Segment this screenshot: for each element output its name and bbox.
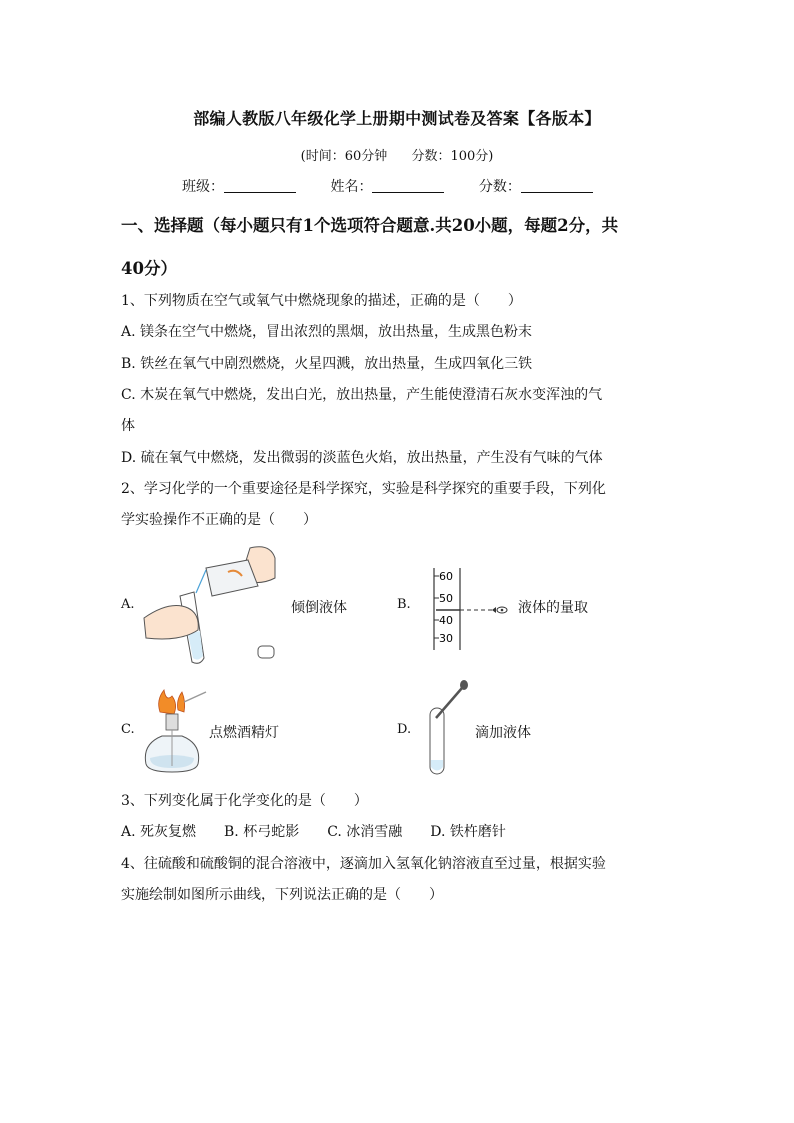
class-label: 班级： bbox=[182, 179, 224, 195]
q2-stem-line2: 学实验操作不正确的是（ ） bbox=[121, 512, 317, 528]
q1-option-a: A. 镁条在空气中燃烧，冒出浓烈的黑烟，放出热量，生成黑色粉末 bbox=[121, 324, 533, 340]
class-field bbox=[182, 176, 296, 196]
student-info-fields bbox=[182, 176, 623, 196]
q4-stem-line2: 实施绘制如图所示曲线，下列说法正确的是（ ） bbox=[121, 887, 443, 903]
q2-option-b-caption: 液体的量取 bbox=[518, 600, 588, 616]
name-field bbox=[330, 176, 444, 196]
exam-score-total: 分数：100分) bbox=[411, 149, 494, 164]
q2-option-d-letter: D. bbox=[397, 722, 412, 737]
page-title: 部编人教版八年级化学上册期中测试卷及答案【各版本】 bbox=[193, 109, 601, 128]
dropper-test-tube-illustration bbox=[422, 678, 472, 780]
alcohol-lamp-illustration bbox=[138, 686, 208, 778]
cylinder-tick-40: 40 bbox=[439, 614, 453, 627]
score-label: 分数： bbox=[478, 179, 521, 195]
q3-options: A. 死灰复燃 B. 杯弓蛇影 C. 冰消雪融 D. 铁杵磨针 bbox=[121, 824, 506, 840]
section-heading-line2: 40分） bbox=[121, 259, 177, 278]
q2-option-c-caption: 点燃酒精灯 bbox=[209, 725, 279, 741]
class-blank[interactable] bbox=[224, 178, 296, 193]
score-field bbox=[479, 176, 593, 196]
q1-option-b: B. 铁丝在氧气中剧烈燃烧，火星四溅，放出热量，生成四氧化三铁 bbox=[121, 356, 533, 372]
q2-option-d-caption: 滴加液体 bbox=[475, 725, 531, 741]
q1-option-c-line2: 体 bbox=[121, 418, 135, 434]
section-heading-line1: 一、选择题（每小题只有1个选项符合题意.共20小题，每题2分，共 bbox=[121, 216, 619, 235]
q4-stem-line1: 4、往硫酸和硫酸铜的混合溶液中，逐滴加入氢氧化钠溶液直至过量，根据实验 bbox=[121, 856, 606, 872]
q1-stem: 1、下列物质在空气或氧气中燃烧现象的描述，正确的是（ ） bbox=[121, 293, 522, 309]
q2-option-a-caption: 倾倒液体 bbox=[291, 600, 347, 616]
q2-option-a-letter: A. bbox=[121, 597, 135, 612]
q3-stem: 3、下列变化属于化学变化的是（ ） bbox=[121, 793, 368, 809]
cylinder-tick-60: 60 bbox=[439, 570, 453, 583]
q1-option-d: D. 硫在氧气中燃烧，发出微弱的淡蓝色火焰，放出热量，产生没有气味的气体 bbox=[121, 450, 603, 466]
q1-option-c-line1: C. 木炭在氧气中燃烧，发出白光，放出热量，产生能使澄清石灰水变浑浊的气 bbox=[121, 387, 603, 403]
exam-meta bbox=[0, 145, 794, 164]
name-label: 姓名： bbox=[330, 179, 373, 195]
name-blank[interactable] bbox=[372, 178, 444, 193]
score-blank[interactable] bbox=[521, 178, 593, 193]
pouring-liquid-illustration bbox=[140, 538, 280, 668]
cylinder-tick-50: 50 bbox=[439, 592, 453, 605]
cylinder-tick-30: 30 bbox=[439, 632, 453, 645]
graduated-cylinder-illustration bbox=[426, 566, 516, 652]
q2-stem-line1: 2、学习化学的一个重要途径是科学探究，实验是科学探究的重要手段，下列化 bbox=[121, 481, 606, 497]
q2-option-b-letter: B. bbox=[397, 597, 411, 612]
exam-time: (时间：60分钟 bbox=[300, 149, 388, 164]
q2-option-c-letter: C. bbox=[121, 722, 135, 737]
